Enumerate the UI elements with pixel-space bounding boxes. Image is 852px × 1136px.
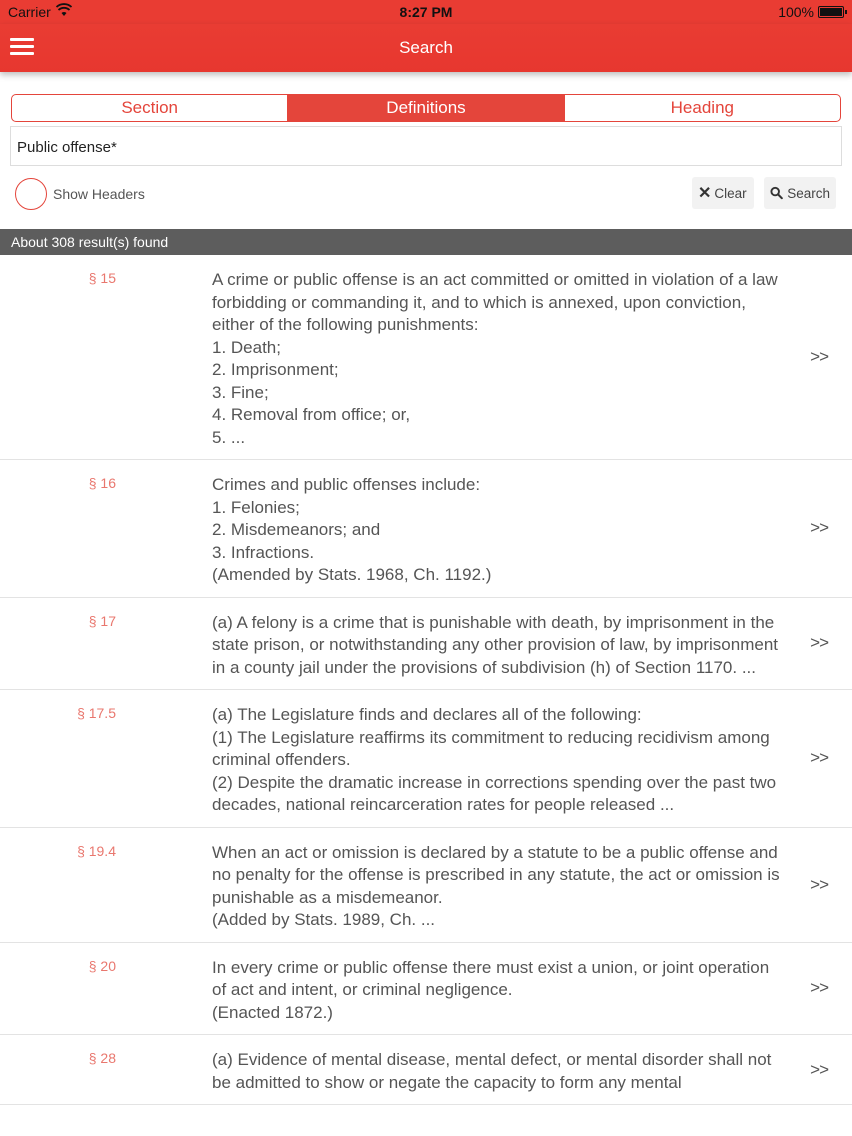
battery-icon — [818, 6, 844, 18]
section-number: § 15 — [88, 270, 116, 286]
result-row[interactable] — [0, 1035, 852, 1105]
result-text: (a) A felony is a crime that is punishable with death, by imprisonment in the state prison, or notwithstanding any other provision of law, by imprisonment in a county jail under the provisions of subdivision (h) of Section 1170. ... — [212, 612, 779, 677]
search-input[interactable] — [17, 139, 835, 156]
result-row[interactable] — [0, 460, 852, 598]
chevron-right-icon[interactable]: >> — [810, 748, 828, 768]
result-row[interactable] — [0, 598, 852, 691]
clock: 8:27 PM — [399, 4, 453, 20]
result-text: Crimes and public offenses include: 1. Felonies; 2. Misdemeanors; and 3. Infractions. (Amended by Stats. 1968, Ch. 1192.) — [212, 475, 492, 584]
search-button-label: Search — [787, 185, 830, 201]
segment-definitions[interactable]: Definitions — [288, 95, 564, 121]
section-number: § 19.4 — [77, 842, 116, 859]
section-number: § 28 — [88, 1050, 116, 1066]
result-row[interactable] — [0, 828, 852, 943]
segment-section[interactable]: Section — [12, 95, 288, 121]
chevron-right-icon[interactable]: >> — [810, 518, 828, 538]
chevron-right-icon[interactable]: >> — [810, 978, 828, 998]
result-text: In every crime or public offense there must exist a union, or joint operation of act and intent, or criminal negligence. (Enacted 1872.) — [212, 957, 770, 1022]
show-headers-label: Show Headers — [53, 186, 145, 202]
battery-percent: 100% — [778, 4, 814, 20]
radio-circle-icon[interactable] — [15, 178, 47, 210]
result-text: A crime or public offense is an act committed or omitted in violation of a law forbidding or commanding it, and to which is annexed, upon conviction, either of the following punishments: 1. Death; 2. Imprisonment; 3. Fine; 4. Removal from office; or, 5. ... — [212, 270, 778, 447]
clear-button[interactable] — [692, 177, 754, 209]
page-title: Search — [399, 38, 453, 57]
result-text: (a) Evidence of mental disease, mental defect, or mental disorder shall not be admitted to show or negate the capacity to form any mental — [212, 1050, 772, 1092]
search-icon — [770, 186, 783, 200]
section-number: § 16 — [88, 475, 116, 491]
close-icon: ✕ — [698, 185, 712, 202]
result-row[interactable] — [0, 255, 852, 460]
status-bar — [0, 0, 852, 24]
search-button[interactable] — [764, 177, 836, 209]
carrier-label: Carrier — [8, 4, 51, 20]
result-row[interactable] — [0, 690, 852, 828]
chevron-right-icon[interactable]: >> — [810, 633, 828, 653]
search-mode-segmented-control — [11, 94, 841, 122]
result-text: When an act or omission is declared by a statute to be a public offense and no penalty for the offense is prescribed in any statute, the act or omission is punishable as a misdemeanor. (Added by Stats. 1989, Ch. ... — [212, 842, 780, 929]
show-headers-toggle[interactable] — [15, 178, 145, 210]
search-query-box — [10, 126, 842, 166]
clear-button-label: Clear — [714, 185, 747, 201]
section-number: § 17 — [88, 612, 116, 629]
result-text: (a) The Legislature finds and declares all of the following: (1) The Legislature reaffirms its commitment to reducing recidivism among criminal offenders. (2) Despite the dramatic increase in corrections spending over the past two decades, national reincarceration rates for people released ... — [212, 705, 777, 814]
segment-heading[interactable]: Heading — [670, 98, 734, 117]
section-number: § 17.5 — [77, 705, 116, 721]
section-number: § 20 — [88, 957, 116, 974]
nav-bar — [0, 24, 852, 72]
result-row[interactable] — [0, 943, 852, 1036]
results-count-bar: About 308 result(s) found — [0, 229, 852, 255]
chevron-right-icon[interactable]: >> — [810, 1059, 828, 1079]
chevron-right-icon[interactable]: >> — [810, 347, 828, 366]
chevron-right-icon[interactable]: >> — [810, 874, 828, 894]
results-list — [0, 255, 852, 1105]
